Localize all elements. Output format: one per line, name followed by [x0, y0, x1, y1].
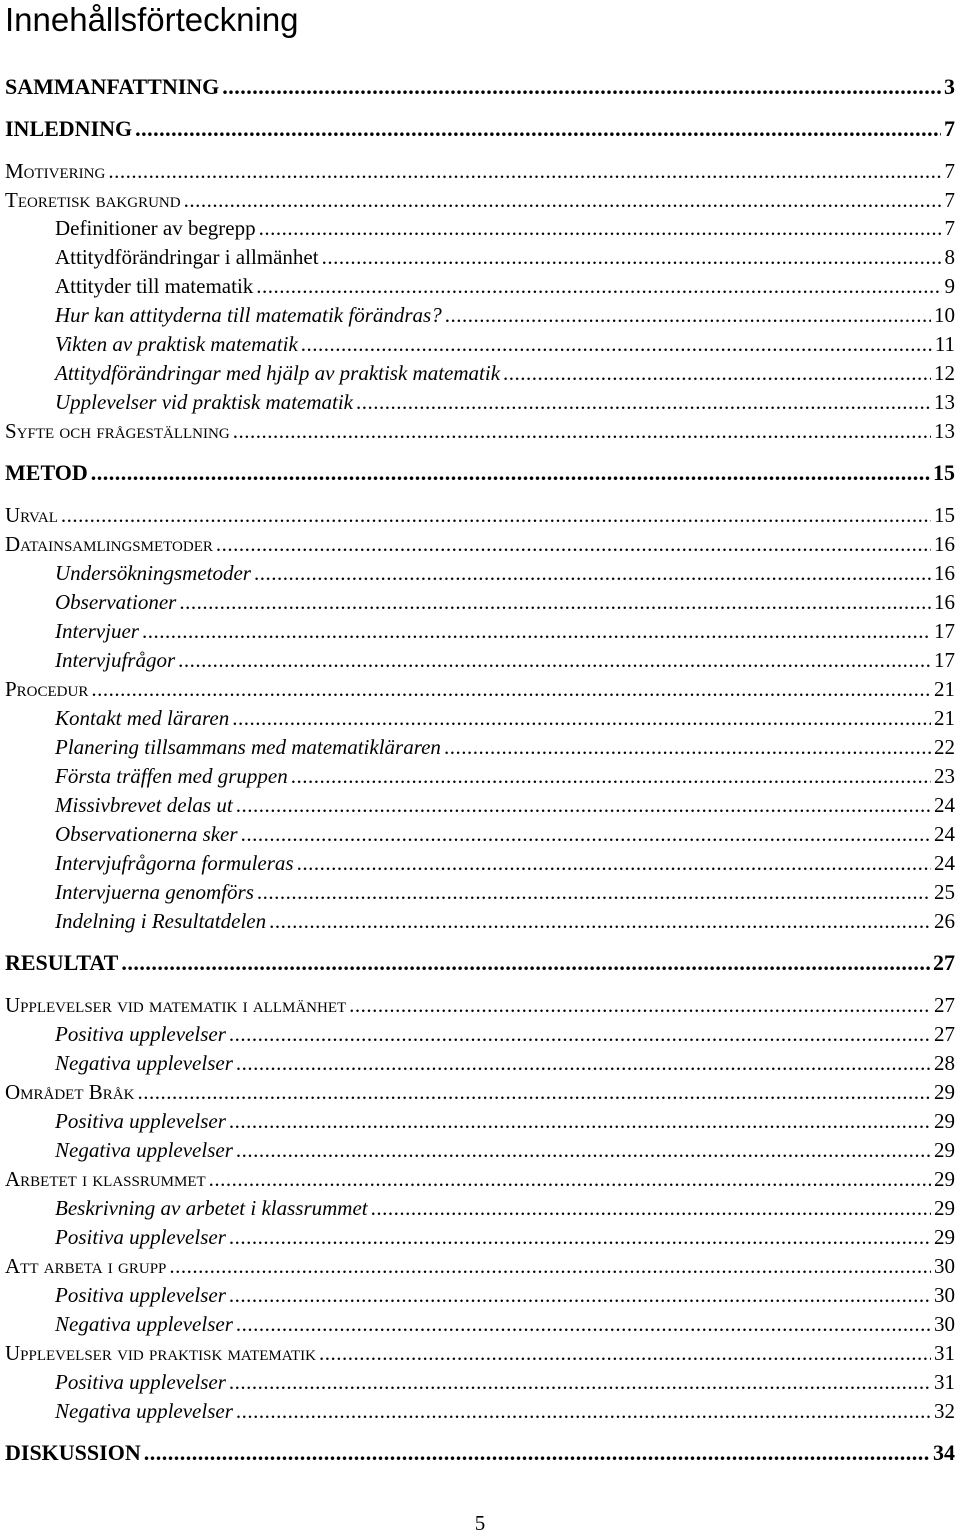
toc-entry[interactable]: [5, 418, 955, 444]
toc-entry-page: 12: [934, 361, 955, 385]
toc-entry-page: 24: [934, 822, 955, 846]
toc-entry-page: 31: [934, 1370, 955, 1394]
toc-entry[interactable]: [5, 908, 955, 934]
toc-entry-title: Negativa upplevelser: [55, 1312, 233, 1336]
toc-entry-title: Definitioner av begrepp: [55, 216, 256, 240]
toc-dot-leader: [291, 763, 931, 789]
toc-entry[interactable]: [5, 676, 955, 702]
toc-entry-title: Hur kan attityderna till matematik förändras?: [55, 303, 442, 327]
toc-entry-title: Attityder till matematik: [55, 274, 254, 298]
toc-entry-page: 16: [934, 532, 955, 556]
toc-entry-page: 29: [934, 1109, 955, 1133]
toc-entry[interactable]: [5, 821, 955, 847]
toc-dot-leader: [236, 1050, 931, 1076]
toc-dot-leader: [142, 618, 931, 644]
toc-entry-title: Arbetet i klassrummet: [5, 1167, 206, 1191]
toc-dot-leader: [445, 302, 931, 328]
toc-entry-title: Positiva upplevelser: [55, 1370, 226, 1394]
toc-entry-title: Planering tillsammans med matematikläraren: [55, 735, 441, 759]
toc-entry-page: 8: [944, 245, 955, 269]
toc-entry-title: Upplevelser vid praktisk matematik: [5, 1341, 316, 1365]
toc-entry-title: Första träffen med gruppen: [55, 764, 288, 788]
toc-entry-title: METOD: [5, 460, 88, 485]
toc-dot-leader: [229, 1369, 931, 1395]
toc-entry-title: Datainsamlingsmetoder: [5, 532, 213, 556]
toc-entry[interactable]: [5, 1253, 955, 1279]
toc-entry[interactable]: [5, 1282, 955, 1308]
toc-entry[interactable]: [5, 1195, 955, 1221]
toc-entry-title: Observationer: [55, 590, 177, 614]
toc-entry[interactable]: [5, 74, 955, 100]
toc-entry-title: Negativa upplevelser: [55, 1138, 233, 1162]
toc-entry-page: 15: [934, 503, 955, 527]
toc-entry-title: Beskrivning av arbetet i klassrummet: [55, 1196, 368, 1220]
toc-dot-leader: [229, 1108, 931, 1134]
toc-entry-page: 11: [934, 332, 955, 356]
toc-entry[interactable]: [5, 273, 955, 299]
toc-entry[interactable]: [5, 763, 955, 789]
toc-dot-leader: [301, 331, 932, 357]
toc-dot-leader: [236, 792, 931, 818]
toc-dot-leader: [229, 1282, 931, 1308]
toc-dot-leader: [216, 531, 931, 557]
toc-entry-page: 24: [934, 793, 955, 817]
toc-entry[interactable]: [5, 792, 955, 818]
toc-dot-leader: [135, 116, 941, 142]
toc-entry[interactable]: [5, 502, 955, 528]
toc-entry-page: 9: [944, 274, 955, 298]
toc-dot-leader: [144, 1440, 930, 1466]
toc-entry-page: 13: [934, 390, 955, 414]
toc-entry-title: Urval: [5, 503, 58, 527]
toc-entry[interactable]: [5, 1398, 955, 1424]
toc-entry-page: 34: [933, 1440, 955, 1465]
toc-dot-leader: [269, 908, 931, 934]
toc-entry[interactable]: [5, 734, 955, 760]
toc-entry-page: 7: [944, 188, 955, 212]
toc-entry-title: Intervjuer: [55, 619, 139, 643]
toc-dot-leader: [297, 850, 931, 876]
toc-entry[interactable]: [5, 158, 955, 184]
toc-entry-page: 23: [934, 764, 955, 788]
toc-entry-page: 29: [934, 1225, 955, 1249]
toc-entry[interactable]: [5, 215, 955, 241]
toc-entry-title: Positiva upplevelser: [55, 1225, 226, 1249]
toc-entry-page: 21: [934, 677, 955, 701]
toc-dot-leader: [121, 950, 930, 976]
toc-entry-page: 30: [934, 1312, 955, 1336]
toc-dot-leader: [137, 1079, 931, 1105]
toc-entry-page: 17: [934, 619, 955, 643]
toc-entry-title: Kontakt med läraren: [55, 706, 230, 730]
toc-entry-page: 27: [933, 950, 955, 975]
toc-entry[interactable]: [5, 1440, 955, 1466]
toc-entry-title: Intervjufrågor: [55, 648, 176, 672]
toc-entry[interactable]: [5, 244, 955, 270]
document-title: Innehållsförteckning: [5, 1, 299, 38]
toc-entry-page: 21: [934, 706, 955, 730]
toc-entry-title: Positiva upplevelser: [55, 1109, 226, 1133]
toc-entry[interactable]: [5, 116, 955, 142]
toc-dot-leader: [169, 1253, 931, 1279]
toc-entry-page: 27: [934, 1022, 955, 1046]
toc-entry-title: Vikten av praktisk matematik: [55, 332, 298, 356]
toc-entry-title: SAMMANFATTNING: [5, 74, 220, 99]
toc-entry-title: Att arbeta i grupp: [5, 1254, 167, 1278]
page-number: 5: [474, 1511, 486, 1535]
toc-entry-title: Upplevelser vid matematik i allmänhet: [5, 993, 347, 1017]
toc-dot-leader: [371, 1195, 931, 1221]
toc-entry[interactable]: [5, 647, 955, 673]
toc-dot-leader: [232, 705, 931, 731]
toc-entry-title: Positiva upplevelser: [55, 1022, 226, 1046]
toc-entry-page: 7: [944, 216, 955, 240]
toc-entry-page: 3: [944, 74, 955, 99]
toc-entry-title: Området Bråk: [5, 1080, 135, 1104]
toc-entry[interactable]: [5, 879, 955, 905]
toc-entry-title: Attitydförändringar i allmänhet: [55, 245, 319, 269]
toc-entry[interactable]: [5, 950, 955, 976]
toc-entry-title: Positiva upplevelser: [55, 1283, 226, 1307]
toc-entry-title: DISKUSSION: [5, 1440, 141, 1465]
toc-entry-title: Undersökningsmetoder: [55, 561, 251, 585]
toc-entry-page: 27: [934, 993, 955, 1017]
toc-entry[interactable]: [5, 1079, 955, 1105]
toc-entry[interactable]: [5, 531, 955, 557]
toc-dot-leader: [61, 502, 931, 528]
toc-entry[interactable]: [5, 1021, 955, 1047]
toc-dot-leader: [257, 879, 931, 905]
toc-entry-page: 24: [934, 851, 955, 875]
toc-entry-page: 29: [934, 1080, 955, 1104]
toc-entry-page: 28: [934, 1051, 955, 1075]
toc-entry[interactable]: [5, 360, 955, 386]
toc-entry-page: 10: [934, 303, 955, 327]
toc-dot-leader: [236, 1311, 931, 1337]
toc-dot-leader: [108, 158, 941, 184]
toc-entry-page: 29: [934, 1138, 955, 1162]
toc-entry-title: Negativa upplevelser: [55, 1399, 233, 1423]
toc-entry-page: 15: [933, 460, 955, 485]
toc-entry[interactable]: [5, 560, 955, 586]
toc-entry-title: RESULTAT: [5, 950, 119, 975]
toc-entry-page: 7: [944, 159, 955, 183]
toc-dot-leader: [322, 244, 942, 270]
toc-dot-leader: [179, 589, 931, 615]
toc-entry[interactable]: [5, 331, 955, 357]
toc-entry-title: Motivering: [5, 159, 106, 183]
toc-dot-leader: [241, 821, 931, 847]
toc-entry-title: Procedur: [5, 677, 89, 701]
toc-entry[interactable]: [5, 1050, 955, 1076]
toc-dot-leader: [91, 460, 930, 486]
toc-dot-leader: [229, 1021, 931, 1047]
toc-entry-page: 13: [934, 419, 955, 443]
toc-entry[interactable]: [5, 389, 955, 415]
toc-entry[interactable]: [5, 705, 955, 731]
toc-dot-leader: [178, 647, 931, 673]
toc-entry-page: 30: [934, 1254, 955, 1278]
toc-dot-leader: [236, 1137, 931, 1163]
toc-entry[interactable]: [5, 460, 955, 486]
toc-entry[interactable]: [5, 1224, 955, 1250]
toc-entry-page: 26: [934, 909, 955, 933]
toc-entry[interactable]: [5, 850, 955, 876]
toc-entry[interactable]: [5, 1340, 955, 1366]
toc-entry-title: Intervjufrågorna formuleras: [55, 851, 294, 875]
toc-entry-title: Missivbrevet delas ut: [55, 793, 233, 817]
toc-entry-page: 32: [934, 1399, 955, 1423]
toc-dot-leader: [319, 1340, 931, 1366]
toc-dot-leader: [222, 74, 941, 100]
toc-entry-title: Syfte och frågeställning: [5, 419, 230, 443]
toc-dot-leader: [349, 992, 931, 1018]
toc-dot-leader: [503, 360, 931, 386]
toc-entry[interactable]: [5, 302, 955, 328]
toc-dot-leader: [91, 676, 931, 702]
toc-entry-title: Indelning i Resultatdelen: [55, 909, 267, 933]
toc-entry-title: Negativa upplevelser: [55, 1051, 233, 1075]
toc-entry[interactable]: [5, 618, 955, 644]
toc-entry[interactable]: [5, 589, 955, 615]
toc-entry-page: 16: [934, 561, 955, 585]
toc-dot-leader: [233, 418, 931, 444]
toc-entry-page: 22: [934, 735, 955, 759]
toc-entry-title: Observationerna sker: [55, 822, 238, 846]
toc-dot-leader: [236, 1398, 931, 1424]
toc-dot-leader: [229, 1224, 931, 1250]
toc-entry[interactable]: [5, 1311, 955, 1337]
toc-entry-page: 29: [934, 1196, 955, 1220]
toc-entry-title: INLEDNING: [5, 116, 133, 141]
toc-dot-leader: [209, 1166, 931, 1192]
toc-entry-page: 17: [934, 648, 955, 672]
toc-entry-page: 31: [934, 1341, 955, 1365]
toc-entry[interactable]: [5, 1137, 955, 1163]
toc-entry-title: Teoretisk bakgrund: [5, 188, 181, 212]
toc-entry-page: 16: [934, 590, 955, 614]
toc-entry-title: Attitydförändringar med hjälp av praktisk matematik: [55, 361, 501, 385]
toc-entry[interactable]: [5, 1108, 955, 1134]
toc-dot-leader: [356, 389, 931, 415]
toc-entry-title: Intervjuerna genomförs: [55, 880, 254, 904]
toc-dot-leader: [184, 187, 942, 213]
toc-entry[interactable]: [5, 1166, 955, 1192]
toc-entry-title: Upplevelser vid praktisk matematik: [55, 390, 353, 414]
toc-dot-leader: [259, 215, 942, 241]
toc-entry[interactable]: [5, 1369, 955, 1395]
toc-dot-leader: [254, 560, 931, 586]
toc-entry-page: 30: [934, 1283, 955, 1307]
toc-entry-page: 29: [934, 1167, 955, 1191]
toc-entry[interactable]: [5, 992, 955, 1018]
toc-entry-page: 25: [934, 880, 955, 904]
toc-entry[interactable]: [5, 187, 955, 213]
toc-dot-leader: [444, 734, 931, 760]
toc-entry-page: 7: [944, 116, 955, 141]
toc-dot-leader: [256, 273, 941, 299]
